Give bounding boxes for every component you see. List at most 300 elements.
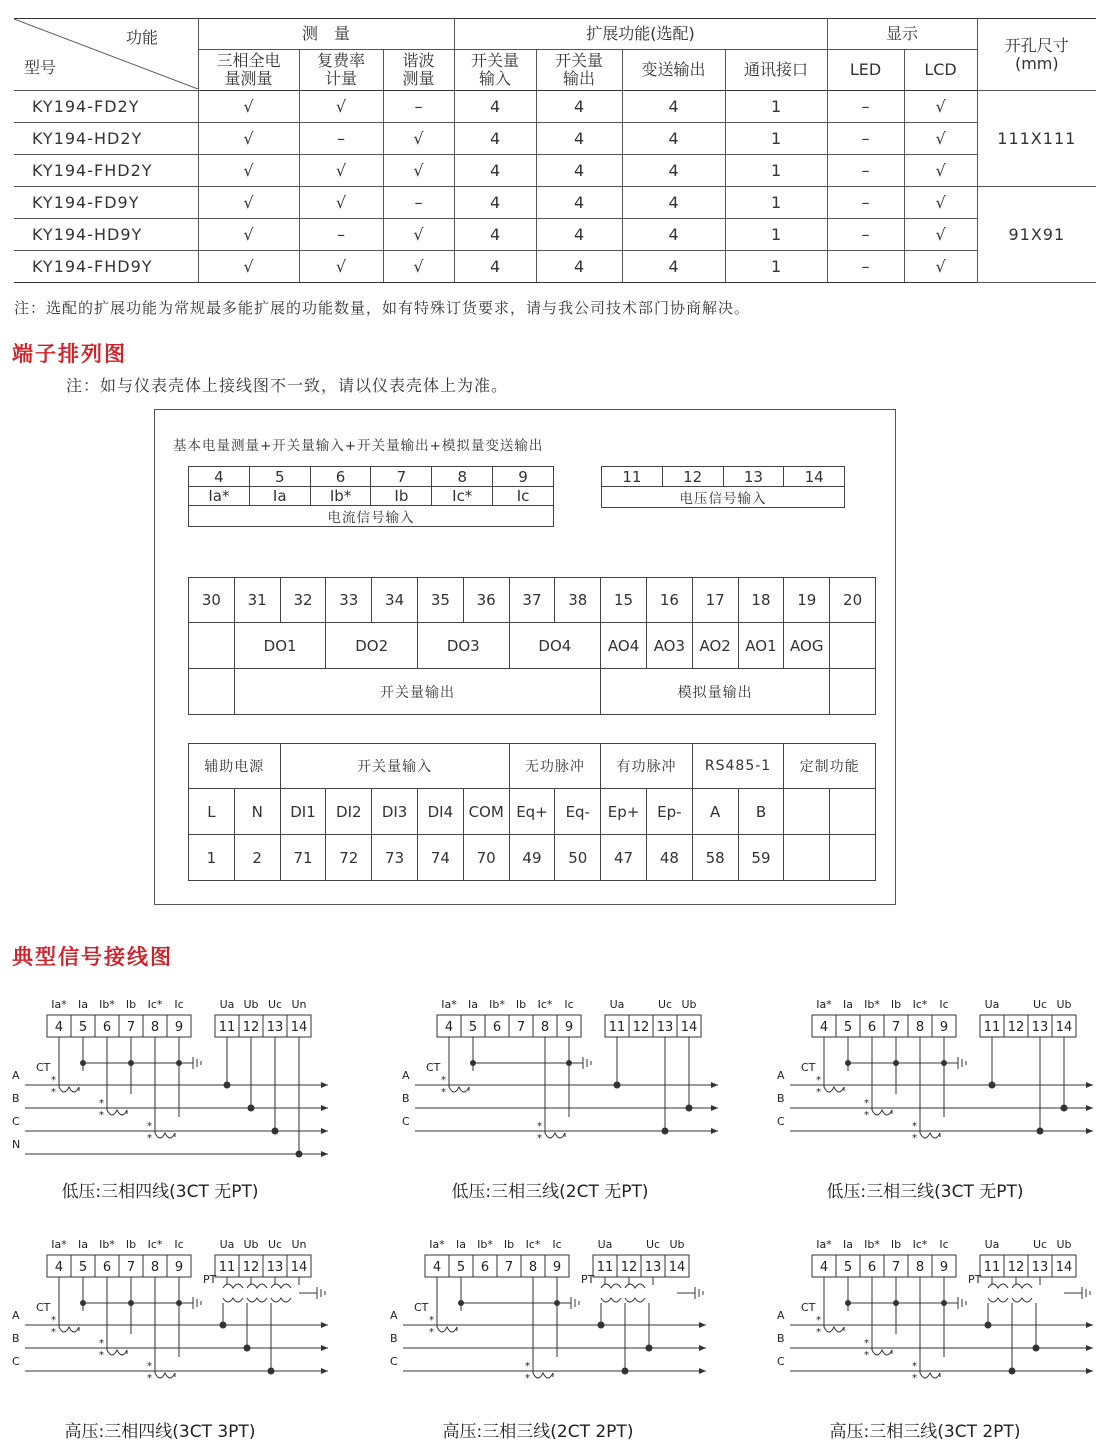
model-cell: 4	[454, 155, 536, 187]
phase-label: C	[777, 1115, 785, 1128]
model-cell: 4	[622, 155, 725, 187]
terminal-label: Ic*	[147, 998, 163, 1011]
diagram-caption: 低压:三相四线(3CT 无PT)	[61, 1182, 259, 1202]
terminal-label: COM	[463, 789, 509, 835]
terminal-label: Ib	[371, 487, 432, 506]
terminal-number: 7	[371, 467, 432, 487]
polarity-mark: *	[51, 1315, 56, 1326]
terminal-label: Ic	[939, 998, 949, 1011]
model-row	[14, 155, 1096, 187]
ao-label: AO4	[601, 623, 647, 669]
polarity-mark: *	[525, 1373, 530, 1384]
terminal-label: Ib	[125, 1238, 137, 1251]
terminal-number: 8	[915, 1260, 925, 1275]
col-header: 通讯接口	[725, 50, 827, 91]
terminal-number: 13	[266, 1020, 284, 1035]
model-cell: √	[299, 187, 383, 219]
ao-label: AO1	[738, 623, 784, 669]
model-cell: √	[904, 155, 977, 187]
junction-dot	[893, 1060, 899, 1066]
model-cell: √	[904, 91, 977, 123]
terminal-number: 12	[1007, 1260, 1025, 1275]
terminal-number: 73	[372, 835, 418, 881]
terminal-diagram-box	[154, 409, 896, 905]
terminal-label	[784, 789, 830, 835]
arrow-icon	[1086, 1368, 1093, 1374]
polarity-mark: *	[912, 1361, 917, 1372]
polarity-mark: *	[429, 1315, 434, 1326]
junction-dot	[646, 1345, 653, 1352]
junction-dot	[128, 1060, 134, 1066]
terminal-number: 14	[668, 1260, 686, 1275]
terminal-number: 14	[290, 1020, 308, 1035]
voltage-label: Ub	[669, 1238, 685, 1251]
model-cell: √	[198, 91, 299, 123]
model-cell: 4	[454, 219, 536, 251]
polarity-mark: *	[912, 1133, 917, 1144]
junction-dot	[554, 1300, 560, 1306]
pt-coil	[1012, 1284, 1032, 1288]
group-header-hole-size: 开孔尺寸 (mm)	[977, 19, 1096, 91]
wiring-section-title: 典型信号接线图	[12, 945, 173, 969]
arrow-icon	[711, 1105, 718, 1111]
phase-label: A	[12, 1309, 20, 1322]
arrow-icon	[699, 1345, 706, 1351]
pt-coil	[223, 1284, 243, 1288]
model-name: KY194-HD9Y	[14, 219, 198, 251]
aux-header: 开关量输入	[280, 744, 509, 789]
terminal-number: 6	[492, 1020, 502, 1035]
terminal-label: Ep-	[646, 789, 692, 835]
terminal-label: Ib	[125, 998, 137, 1011]
ct-coil	[824, 1327, 844, 1332]
current-block-caption: 电流信号输入	[189, 506, 554, 527]
terminal-number: 13	[656, 1020, 674, 1035]
corner-cell	[14, 19, 198, 91]
terminal-label: Ib*	[864, 1238, 880, 1251]
junction-dot	[622, 1368, 629, 1375]
polarity-mark: *	[147, 1133, 152, 1144]
terminal-number: 11	[983, 1020, 1001, 1035]
model-cell: √	[198, 219, 299, 251]
col-header: LED	[827, 50, 904, 91]
polarity-mark: *	[147, 1361, 152, 1372]
aux-header: 无功脉冲	[509, 744, 601, 789]
junction-dot	[176, 1300, 182, 1306]
phase-label: B	[12, 1092, 20, 1105]
voltage-label: Uc	[1032, 998, 1048, 1011]
polarity-mark: *	[537, 1133, 542, 1144]
terminal-label: DI4	[417, 789, 463, 835]
terminal-number: 12	[242, 1020, 260, 1035]
model-cell: 4	[536, 187, 622, 219]
terminal-label: Ib*	[864, 998, 880, 1011]
junction-dot	[470, 1060, 476, 1066]
model-cell: 4	[622, 91, 725, 123]
polarity-mark: *	[816, 1327, 821, 1338]
ct-coil	[107, 1110, 127, 1115]
terminal-number: 1	[189, 835, 235, 881]
terminal-number: 9	[552, 1260, 562, 1275]
terminal-section-title: 端子排列图	[12, 342, 127, 366]
terminal-number: 14	[1055, 1020, 1073, 1035]
terminal-number: 6	[102, 1260, 112, 1275]
model-cell: √	[299, 251, 383, 283]
model-row	[14, 219, 1096, 251]
terminal-number: 59	[738, 835, 784, 881]
voltage-label: Ub	[1056, 998, 1072, 1011]
terminal-number: 12	[1007, 1020, 1025, 1035]
terminal-label: Ia*	[51, 1238, 67, 1251]
diagram-caption: 高压:三相三线(3CT 2PT)	[829, 1422, 1021, 1442]
terminal-number: 13	[1031, 1020, 1049, 1035]
do-label: DO3	[417, 623, 509, 669]
phase-label: C	[390, 1355, 398, 1368]
junction-dot	[845, 1060, 851, 1066]
model-row	[14, 91, 1096, 123]
ct-coil	[545, 1133, 565, 1138]
model-row	[14, 187, 1096, 219]
ct-label: CT	[801, 1061, 816, 1074]
pt-coil	[271, 1284, 291, 1288]
terminal-number	[830, 835, 876, 881]
pt-coil	[247, 1284, 267, 1288]
voltage-label: Ub	[243, 1238, 259, 1251]
terminal-number: 11	[602, 467, 663, 487]
terminal-label: Ib*	[99, 998, 115, 1011]
model-cell: 4	[536, 91, 622, 123]
terminal-number: 7	[516, 1020, 526, 1035]
junction-dot	[985, 1322, 992, 1329]
model-cell: –	[299, 123, 383, 155]
polarity-mark: *	[99, 1338, 104, 1349]
model-cell: 1	[725, 219, 827, 251]
terminal-label: Ia	[843, 998, 853, 1011]
phase-label: B	[12, 1332, 20, 1345]
junction-dot	[598, 1322, 605, 1329]
diagram-caption: 低压:三相三线(2CT 无PT)	[451, 1182, 649, 1202]
group-header-measure: 测 量	[198, 19, 454, 50]
terminal-number: 8	[432, 467, 493, 487]
terminal-number: 11	[596, 1260, 614, 1275]
model-cell: –	[827, 155, 904, 187]
terminal-number: 11	[218, 1020, 236, 1035]
voltage-label: Uc	[645, 1238, 661, 1251]
model-cell: –	[299, 219, 383, 251]
terminal-number: 12	[632, 1020, 650, 1035]
phase-label: C	[12, 1355, 20, 1368]
junction-dot	[614, 1082, 621, 1089]
terminal-label: Ia*	[51, 998, 67, 1011]
junction-dot	[686, 1105, 693, 1112]
pt-label: PT	[968, 1273, 982, 1286]
phase-label: A	[402, 1069, 410, 1082]
terminal-number: 4	[819, 1020, 829, 1035]
phase-label: C	[12, 1115, 20, 1128]
voltage-label: Uc	[657, 998, 673, 1011]
terminal-number: 14	[290, 1260, 308, 1275]
terminal-label: Ib	[890, 998, 902, 1011]
model-table	[14, 18, 1096, 283]
col-header: LCD	[904, 50, 977, 91]
current-terminal-block	[188, 466, 554, 527]
terminal-number: 6	[102, 1020, 112, 1035]
arrow-icon	[321, 1151, 328, 1157]
terminal-label: N	[234, 789, 280, 835]
terminal-number: 11	[218, 1260, 236, 1275]
model-name: KY194-FHD2Y	[14, 155, 198, 187]
arrow-icon	[699, 1322, 706, 1328]
terminal-number: 36	[463, 578, 509, 623]
model-cell: 4	[536, 251, 622, 283]
do-caption: 开关量输出	[234, 669, 600, 715]
terminal-label: Ib	[503, 1238, 515, 1251]
terminal-label: Eq+	[509, 789, 555, 835]
ct-coil	[155, 1373, 175, 1378]
model-cell: √	[299, 91, 383, 123]
junction-dot	[176, 1060, 182, 1066]
terminal-label: Ib	[890, 1238, 902, 1251]
model-cell: 4	[454, 123, 536, 155]
output-empty-cell	[830, 623, 876, 669]
phase-label: C	[402, 1115, 410, 1128]
terminal-number: 50	[555, 835, 601, 881]
terminal-number	[784, 835, 830, 881]
model-row	[14, 251, 1096, 283]
voltage-block-caption: 电压信号输入	[602, 487, 845, 508]
terminal-number: 9	[939, 1260, 949, 1275]
model-name: KY194-FD9Y	[14, 187, 198, 219]
model-cell: –	[827, 251, 904, 283]
terminal-label: Ia*	[816, 1238, 832, 1251]
terminal-number: 5	[468, 1020, 478, 1035]
terminal-box-title: 基本电量测量+开关量输入+开关量输出+模拟量变送输出	[173, 438, 544, 454]
junction-dot	[893, 1300, 899, 1306]
polarity-mark: *	[912, 1373, 917, 1384]
polarity-mark: *	[864, 1098, 869, 1109]
polarity-mark: *	[864, 1110, 869, 1121]
terminal-number: 12	[620, 1260, 638, 1275]
terminal-number: 35	[417, 578, 463, 623]
terminal-number: 32	[280, 578, 326, 623]
ct-coil	[107, 1350, 127, 1355]
model-cell: –	[383, 187, 454, 219]
terminal-label: Ic	[174, 998, 184, 1011]
terminal-number: 2	[234, 835, 280, 881]
model-cell: 4	[536, 155, 622, 187]
terminal-label: Ib*	[477, 1238, 493, 1251]
terminal-label: Ib*	[99, 1238, 115, 1251]
aux-header: 定制功能	[784, 744, 876, 789]
terminal-label: Ia*	[441, 998, 457, 1011]
hole-size: 111X111	[977, 91, 1096, 187]
arrow-icon	[711, 1128, 718, 1134]
junction-dot	[244, 1345, 251, 1352]
terminal-label: Ic*	[432, 487, 493, 506]
ct-coil	[59, 1327, 79, 1332]
arrow-icon	[321, 1082, 328, 1088]
terminal-number: 8	[915, 1020, 925, 1035]
model-cell: 4	[454, 91, 536, 123]
ct-label: CT	[801, 1301, 816, 1314]
wiring-diagram	[777, 998, 1093, 1202]
terminal-number: 5	[78, 1260, 88, 1275]
model-name: KY194-HD2Y	[14, 123, 198, 155]
terminal-number: 6	[867, 1020, 877, 1035]
corner-diagonal	[14, 19, 198, 89]
terminal-number: 9	[493, 467, 554, 487]
polarity-mark: *	[864, 1338, 869, 1349]
terminal-number: 16	[646, 578, 692, 623]
col-header: 三相全电 量测量	[198, 50, 299, 91]
model-cell: 4	[536, 219, 622, 251]
terminal-number: 7	[891, 1020, 901, 1035]
junction-dot	[220, 1322, 227, 1329]
terminal-number: 13	[266, 1260, 284, 1275]
terminal-number: 4	[54, 1260, 64, 1275]
terminal-number: 14	[784, 467, 845, 487]
aux-header: 辅助电源	[189, 744, 281, 789]
model-cell: √	[198, 251, 299, 283]
terminal-label: Ia*	[816, 998, 832, 1011]
junction-dot	[458, 1300, 464, 1306]
voltage-label: Un	[291, 998, 307, 1011]
junction-dot	[80, 1060, 86, 1066]
ct-label: CT	[36, 1061, 51, 1074]
ct-coil	[920, 1373, 940, 1378]
ao-label: AOG	[784, 623, 830, 669]
polarity-mark: *	[99, 1350, 104, 1361]
pt-coil	[223, 1298, 243, 1302]
diagram-caption: 高压:三相三线(2CT 2PT)	[442, 1422, 634, 1442]
terminal-label: Ep+	[601, 789, 647, 835]
terminal-label: Ib	[515, 998, 527, 1011]
polarity-mark: *	[51, 1075, 56, 1086]
terminal-label: Ic	[552, 1238, 562, 1251]
pt-coil	[247, 1298, 267, 1302]
terminal-label	[830, 789, 876, 835]
terminal-number: 13	[723, 467, 784, 487]
aux-header: RS485-1	[692, 744, 784, 789]
col-header: 谐波 测量	[383, 50, 454, 91]
model-cell: –	[827, 219, 904, 251]
arrow-icon	[321, 1368, 328, 1374]
pt-label: PT	[581, 1273, 595, 1286]
pt-coil	[601, 1284, 621, 1288]
terminal-label: Ia	[843, 1238, 853, 1251]
terminal-label: A	[692, 789, 738, 835]
model-cell: √	[904, 251, 977, 283]
model-cell: √	[299, 155, 383, 187]
phase-label: C	[777, 1355, 785, 1368]
output-empty-cell	[830, 669, 876, 715]
ct-label: CT	[414, 1301, 429, 1314]
model-cell: –	[383, 91, 454, 123]
pt-coil	[625, 1298, 645, 1302]
model-cell: 1	[725, 123, 827, 155]
ct-coil	[155, 1133, 175, 1138]
group-header-display: 显示	[827, 19, 977, 50]
terminal-number: 15	[601, 578, 647, 623]
ao-label: AO3	[646, 623, 692, 669]
terminal-label: DI1	[280, 789, 326, 835]
terminal-number: 8	[540, 1020, 550, 1035]
terminal-number: 13	[644, 1260, 662, 1275]
model-cell: √	[383, 219, 454, 251]
do-label: DO2	[326, 623, 418, 669]
ct-coil	[920, 1133, 940, 1138]
model-cell: –	[827, 187, 904, 219]
terminal-number: 70	[463, 835, 509, 881]
terminal-number: 30	[189, 578, 235, 623]
terminal-number: 33	[326, 578, 372, 623]
model-cell: 4	[454, 187, 536, 219]
voltage-label: Ub	[243, 998, 259, 1011]
junction-dot	[248, 1105, 255, 1112]
voltage-label: Ua	[609, 998, 625, 1011]
terminal-label: Ia	[249, 487, 310, 506]
arrow-icon	[1086, 1105, 1093, 1111]
model-cell: 4	[454, 251, 536, 283]
terminal-label: Ic	[174, 1238, 184, 1251]
group-header-extension: 扩展功能(选配)	[454, 19, 827, 50]
model-name: KY194-FHD9Y	[14, 251, 198, 283]
phase-label: B	[390, 1332, 398, 1345]
model-cell: √	[198, 187, 299, 219]
terminal-number: 5	[249, 467, 310, 487]
phase-label: A	[777, 1069, 785, 1082]
terminal-number: 9	[174, 1020, 184, 1035]
ct-label: CT	[36, 1301, 51, 1314]
terminal-number: 49	[509, 835, 555, 881]
polarity-mark: *	[99, 1098, 104, 1109]
model-cell: √	[383, 123, 454, 155]
polarity-mark: *	[51, 1087, 56, 1098]
voltage-terminal-block	[601, 466, 845, 508]
polarity-mark: *	[816, 1315, 821, 1326]
polarity-mark: *	[864, 1350, 869, 1361]
polarity-mark: *	[147, 1121, 152, 1132]
model-cell: 4	[622, 187, 725, 219]
terminal-number: 72	[326, 835, 372, 881]
model-cell: –	[827, 91, 904, 123]
model-cell: √	[383, 251, 454, 283]
terminal-number: 5	[78, 1020, 88, 1035]
terminal-number: 18	[738, 578, 784, 623]
ct-coil	[872, 1350, 892, 1355]
arrow-icon	[1086, 1082, 1093, 1088]
junction-dot	[941, 1060, 947, 1066]
terminal-label: Ia*	[429, 1238, 445, 1251]
terminal-number: 11	[983, 1260, 1001, 1275]
terminal-number: 58	[692, 835, 738, 881]
junction-dot	[845, 1300, 851, 1306]
terminal-number: 13	[1031, 1260, 1049, 1275]
wiring-diagram	[12, 998, 328, 1202]
terminal-label: Eq-	[555, 789, 601, 835]
terminal-number: 9	[564, 1020, 574, 1035]
terminal-number: 7	[126, 1020, 136, 1035]
terminal-number: 9	[174, 1260, 184, 1275]
model-cell: √	[198, 155, 299, 187]
voltage-label: Ua	[219, 998, 235, 1011]
corner-top-label: 功能	[126, 28, 159, 47]
terminal-label: Ic	[493, 487, 554, 506]
hole-size: 91X91	[977, 187, 1096, 283]
ct-coil	[824, 1087, 844, 1092]
model-cell: 4	[536, 123, 622, 155]
junction-dot	[80, 1300, 86, 1306]
